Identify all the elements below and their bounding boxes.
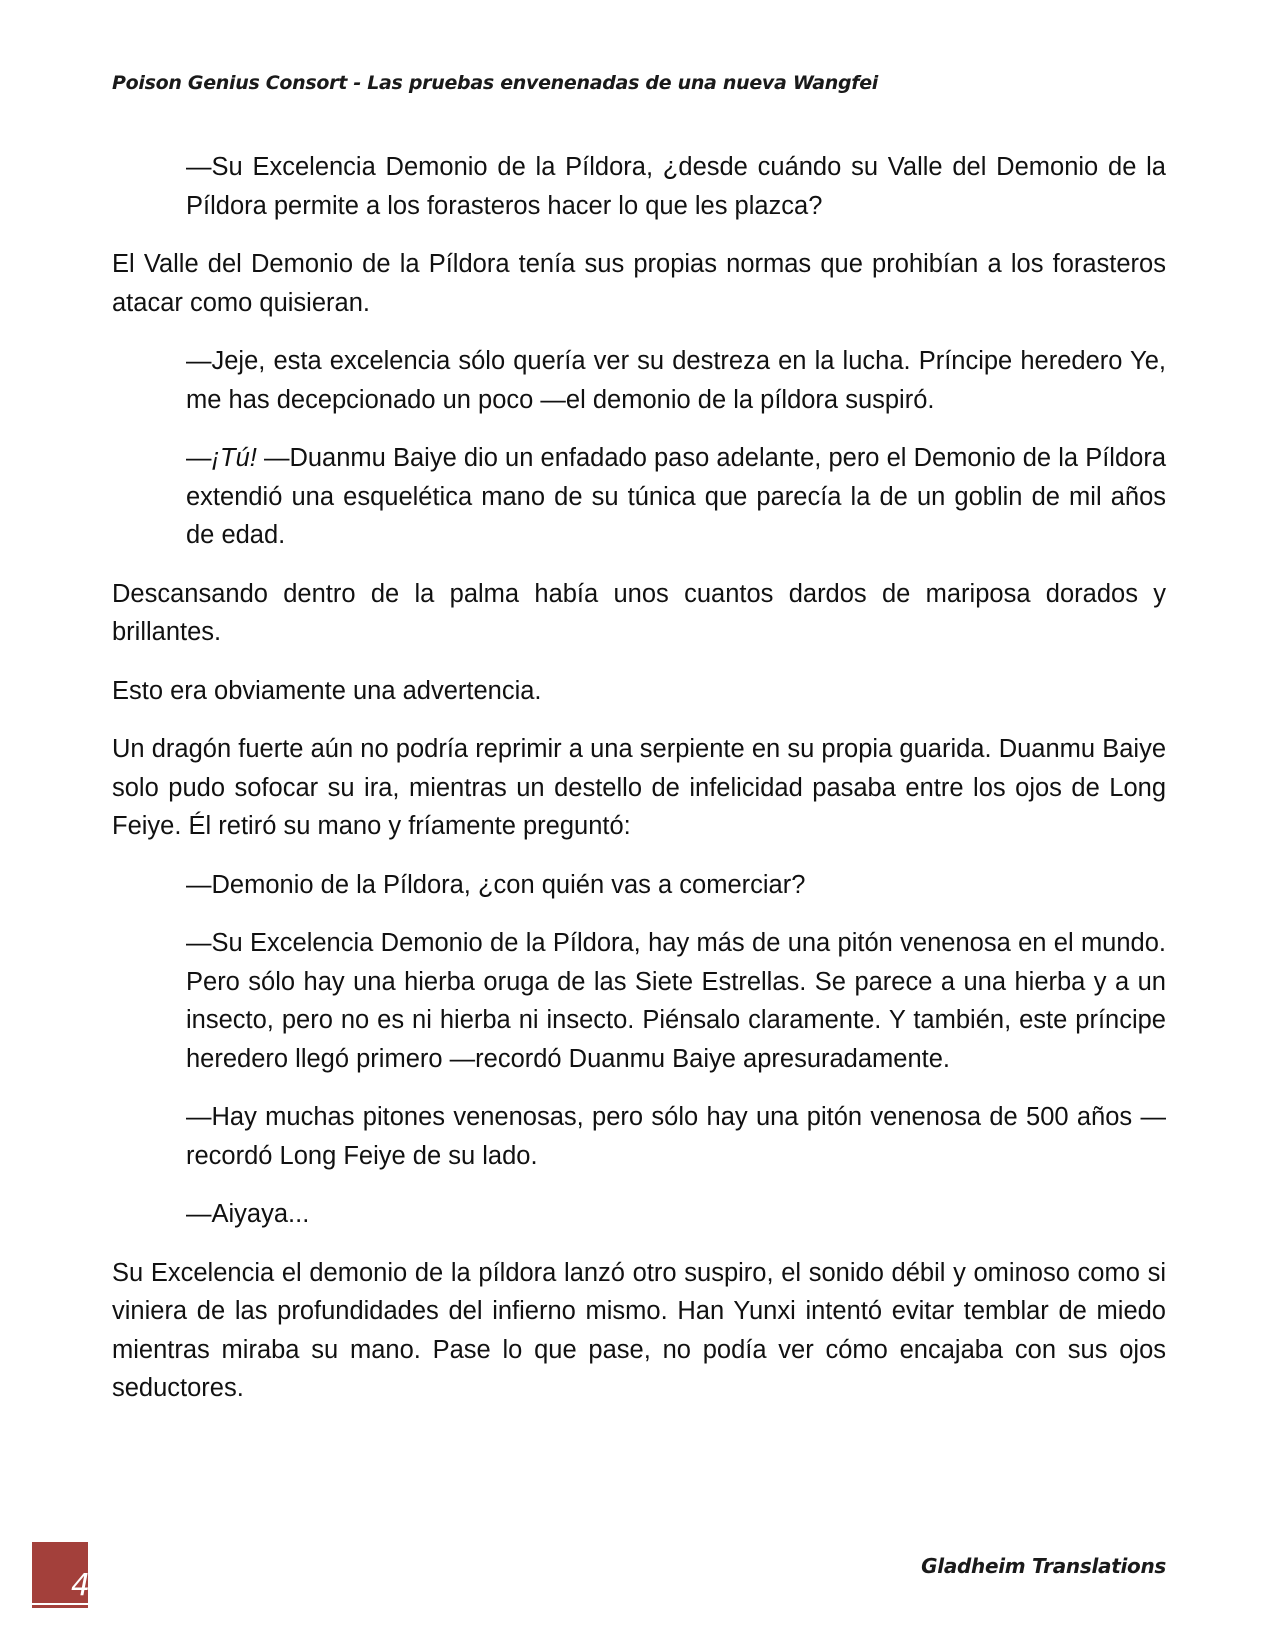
paragraph-narration: Descansando dentro de la palma había unos cuantos dardos de mariposa dorados y brillantes. xyxy=(112,579,1166,646)
footer-credit: Gladheim Translations xyxy=(921,1554,1166,1578)
chapter-body xyxy=(112,148,1166,1408)
paragraph-dialogue: —Jeje, esta excelencia sólo quería ver su destreza en la lucha. Príncipe heredero Ye, me has decepcionado un poco —el demonio de la píldora suspiró. xyxy=(186,347,1166,414)
paragraph-dialogue: —Hay muchas pitones venenosas, pero sólo hay una pitón venenosa de 500 años —recordó Long Feiye de su lado. xyxy=(186,1103,1166,1170)
italic-exclamation: ¡Tú! xyxy=(211,444,257,472)
paragraph-narration: Su Excelencia el demonio de la píldora lanzó otro suspiro, el sonido débil y ominoso como si viniera de las profundidades del infierno mismo. Han Yunxi intentó evitar temblar de miedo mientras miraba su mano. Pase lo que pase, no podía ver cómo encajaba con sus ojos seductores. xyxy=(112,1258,1166,1402)
paragraph-narration: Un dragón fuerte aún no podría reprimir a una serpiente en su propia guarida. Duanmu Baiye solo pudo sofocar su ira, mientras un destello de infelicidad pasaba entre los ojos de Long Feiye. Él retiró su mano y fríamente preguntó: xyxy=(112,735,1166,840)
paragraph-dialogue xyxy=(186,439,1166,555)
running-header-title: Poison Genius Consort - Las pruebas envenenadas de una nueva Wangfei xyxy=(112,72,879,94)
paragraph-narration: El Valle del Demonio de la Píldora tenía sus propias normas que prohibían a los forasteros atacar como quisieran. xyxy=(112,250,1166,317)
paragraph-dialogue: —Demonio de la Píldora, ¿con quién vas a comerciar? xyxy=(186,870,806,899)
dialogue-continuation: —Duanmu Baiye dio un enfadado paso adelante, pero el Demonio de la Píldora extendió una esquelética mano de su túnica que parecía la de un goblin de mil años de edad. xyxy=(186,444,1166,549)
dialogue-dash: — xyxy=(186,444,212,472)
paragraph-dialogue: —Aiyaya... xyxy=(186,1200,310,1228)
page-number: 4 xyxy=(71,1568,91,1603)
paragraph-narration: Esto era obviamente una advertencia. xyxy=(112,676,542,705)
paragraph-dialogue: —Su Excelencia Demonio de la Píldora, ¿desde cuándo su Valle del Demonio de la Píldora permite a los forasteros hacer lo que les plazca? xyxy=(186,153,1166,220)
paragraph-dialogue: —Su Excelencia Demonio de la Píldora, hay más de una pitón venenosa en el mundo. Pero sólo hay una hierba oruga de las Siete Estrellas. Se parece a una hierba y a un insecto, pero no es ni hierba ni insecto. Piénsalo claramente. Y también, este príncipe heredero llegó primero —recordó Duanmu Baiye apresuradamente. xyxy=(186,929,1166,1073)
